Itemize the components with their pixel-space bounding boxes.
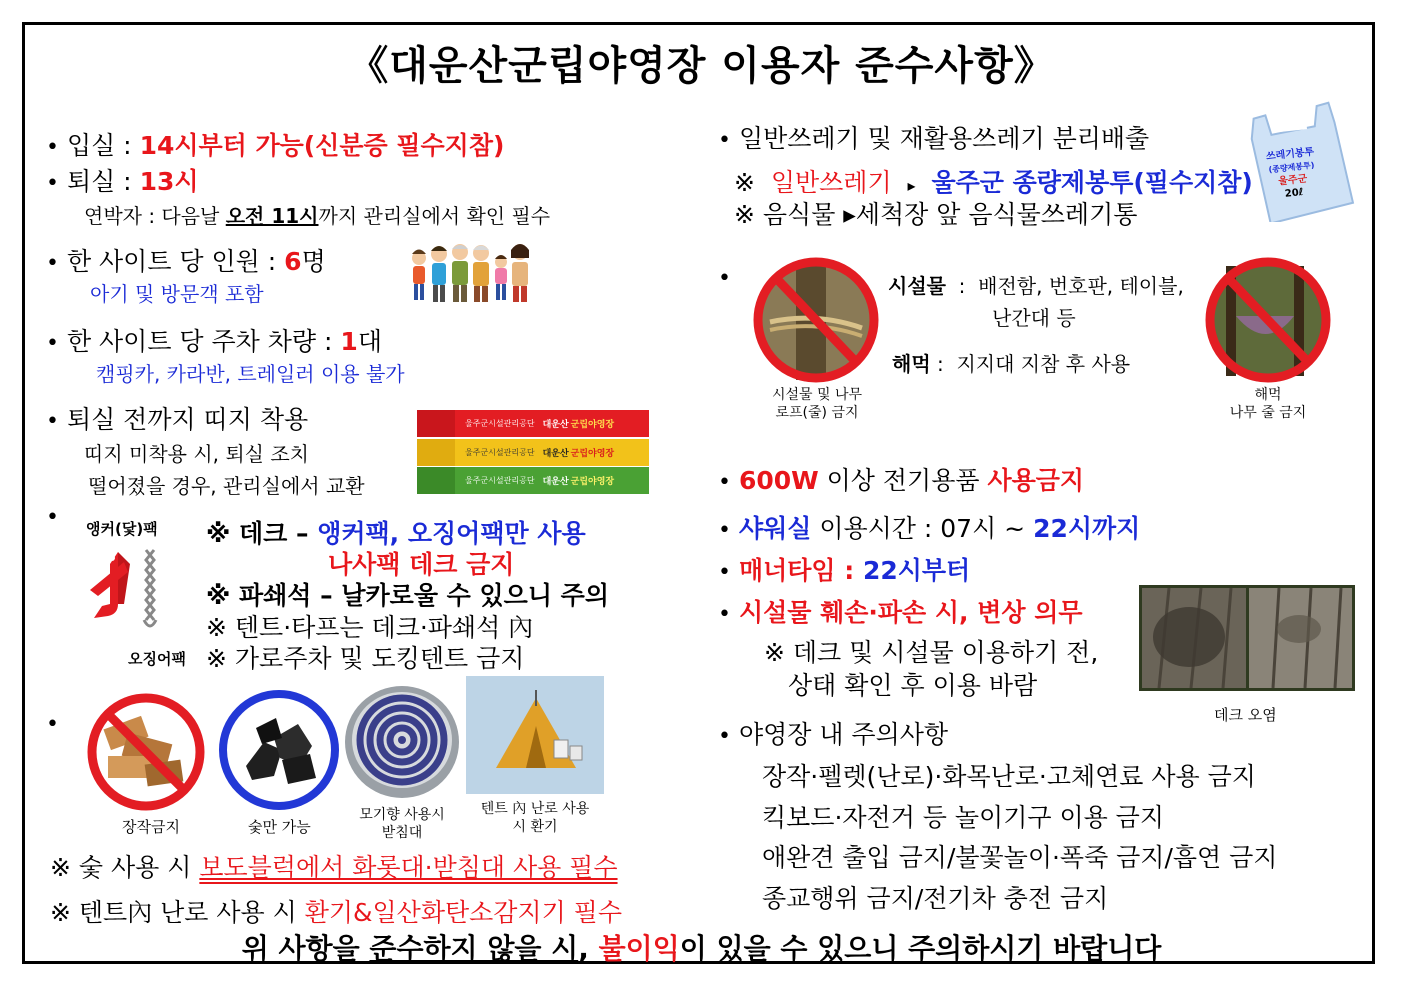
gravel-rule: ※ 파쇄석 – 날카로울 수 있으니 주의 (206, 581, 609, 610)
wristband-yellow: 울주군시설관리공단 대운산 군립야영장 (417, 439, 649, 466)
tent-stove-icon (466, 676, 604, 794)
no-hammock-icon (1198, 256, 1338, 386)
people-line: • 한 사이트 당 인원 : 6명 (46, 247, 326, 276)
trash-line: • 일반쓰레기 및 재활용쓰레기 분리배출 (718, 124, 1150, 153)
bullet-icon: • (46, 712, 59, 737)
bullet-icon: • (718, 266, 731, 291)
cars-line: • 한 사이트 당 주차 차량 : 1대 (46, 327, 382, 356)
shower-rule: • 샤워실 이용시간 : 07시 ~ 22시까지 (718, 514, 1141, 543)
tent-rule: ※ 텐트·타프는 데크·파쇄석 內 (206, 613, 534, 642)
no-firewood-icon (84, 692, 210, 812)
bullet-icon: • (46, 135, 59, 160)
stove-note: ※ 텐트內 난로 사용 시 환기&일산화탄소감지기 필수 (50, 898, 622, 927)
page-title: 《대운산군립야영장 이용자 준수사항》 (348, 43, 1055, 89)
bullet-icon: • (718, 602, 731, 627)
bullet-icon: • (46, 251, 59, 276)
checkout-label: 퇴실 : (66, 167, 140, 196)
hammock-rule: 해먹 : 지지대 지참 후 사용 (892, 352, 1131, 376)
facility-key: 시설물 : 배전함, 번호판, 테이블, (888, 274, 1184, 298)
checkout-value: 13시 (139, 167, 199, 196)
bullet-icon: • (46, 331, 59, 356)
facility-value-2: 난간대 등 (992, 306, 1076, 330)
caution-item: 종교행위 금지/전기차 충전 금지 (762, 884, 1109, 913)
damage-rule: • 시설물 훼손·파손 시, 변상 의무 (718, 598, 1083, 627)
caution-item: 애완견 출입 금지/불꽃놀이·폭죽 금지/흡연 금지 (762, 843, 1278, 872)
wristband-green: 울주군시설관리공단 대운산 군립야영장 (417, 467, 649, 494)
mosquito-coil-caption: 모기향 사용시 받침대 (359, 807, 445, 841)
squid-peg-label: 오징어팩 (128, 650, 186, 668)
manner-rule: • 매너타임 : 22시부터 (718, 556, 971, 585)
parking-rule: ※ 가로주차 및 도킹텐트 금지 (206, 644, 525, 673)
no-hammock-caption: 해먹 나무 줄 금지 (1229, 387, 1307, 421)
bullet-icon: • (718, 518, 731, 543)
bullet-icon: • (718, 128, 731, 153)
checkin-label: 입실 : (66, 131, 140, 160)
no-rope-caption: 시설물 및 나무 로프(줄) 금지 (771, 387, 863, 421)
charcoal-icon (216, 688, 342, 812)
deck-stain-photo (1139, 585, 1355, 691)
power-rule: • 600W 이상 전기용품 사용금지 (718, 466, 1085, 495)
people-note: 아기 및 방문객 포함 (90, 282, 264, 306)
mosquito-coil-icon (342, 682, 462, 800)
trash-general: ※ 일반쓰레기 ▸ 울주군 종량제봉투(필수지참) (734, 168, 1253, 197)
damage-note-2: 상태 확인 후 이용 바람 (788, 671, 1038, 700)
footer-warning: 위 사항을 준수하지 않을 시, 불이익이 있을 수 있으니 주의하시기 바랍니다 (241, 932, 1162, 965)
charcoal-caption: 숯만 가능 (248, 818, 311, 836)
caution-item: 장작·펠렛(난로)·화목난로·고체연료 사용 금지 (762, 762, 1256, 791)
checkin-value: 14시부터 가능(신분증 필수지참) (139, 131, 505, 160)
cars-note: 캠핑카, 카라반, 트레일러 이용 불가 (96, 362, 405, 386)
stay-note: 연박자 : 다음날 오전 11시까지 관리실에서 확인 필수 (84, 204, 551, 228)
band-note-2: 떨어졌을 경우, 관리실에서 교환 (88, 474, 365, 498)
tent-stove-caption: 텐트 內 난로 사용 시 환기 (480, 801, 590, 835)
trash-food: ※ 음식물 ▸세척장 앞 음식물쓰레기통 (734, 200, 1138, 229)
deck-banned: 나사팩 데크 금지 (328, 550, 515, 579)
deck-stain-caption: 데크 오염 (1214, 706, 1277, 724)
bullet-icon: • (46, 409, 59, 434)
bullet-icon: • (46, 505, 59, 530)
bullet-icon: • (46, 171, 59, 196)
bullet-icon: • (718, 470, 731, 495)
bullet-icon: • (718, 724, 731, 749)
bullet-icon: • (718, 560, 731, 585)
checkin-line (46, 126, 504, 162)
family-icon (405, 236, 533, 306)
no-rope-icon (746, 256, 886, 386)
damage-note-1: ※ 데크 및 시설물 이용하기 전, (764, 638, 1099, 667)
trash-bag-label: 쓰레기봉투 (종량제봉투) 울주군 20ℓ (1265, 146, 1315, 200)
band-line: • 퇴실 전까지 띠지 착용 (46, 405, 309, 434)
charcoal-note: ※ 숯 사용 시 보도블럭에서 화롯대·받침대 사용 필수 (50, 853, 618, 882)
deck-rule: ※ 데크 – 앵커팩, 오징어팩만 사용 (206, 519, 586, 548)
caution-heading: • 야영장 내 주의사항 (718, 720, 949, 749)
no-firewood-caption: 장작금지 (122, 818, 180, 836)
wristband-red: 울주군시설관리공단 대운산 군립야영장 (417, 410, 649, 437)
anchor-peg-label: 앵커(닻)팩 (86, 520, 158, 538)
caution-item: 킥보드·자전거 등 놀이기구 이용 금지 (762, 803, 1164, 832)
band-note-1: 띠지 미착용 시, 퇴실 조치 (84, 442, 309, 466)
checkout-line (46, 162, 199, 198)
anchor-peg-icon (88, 544, 170, 634)
